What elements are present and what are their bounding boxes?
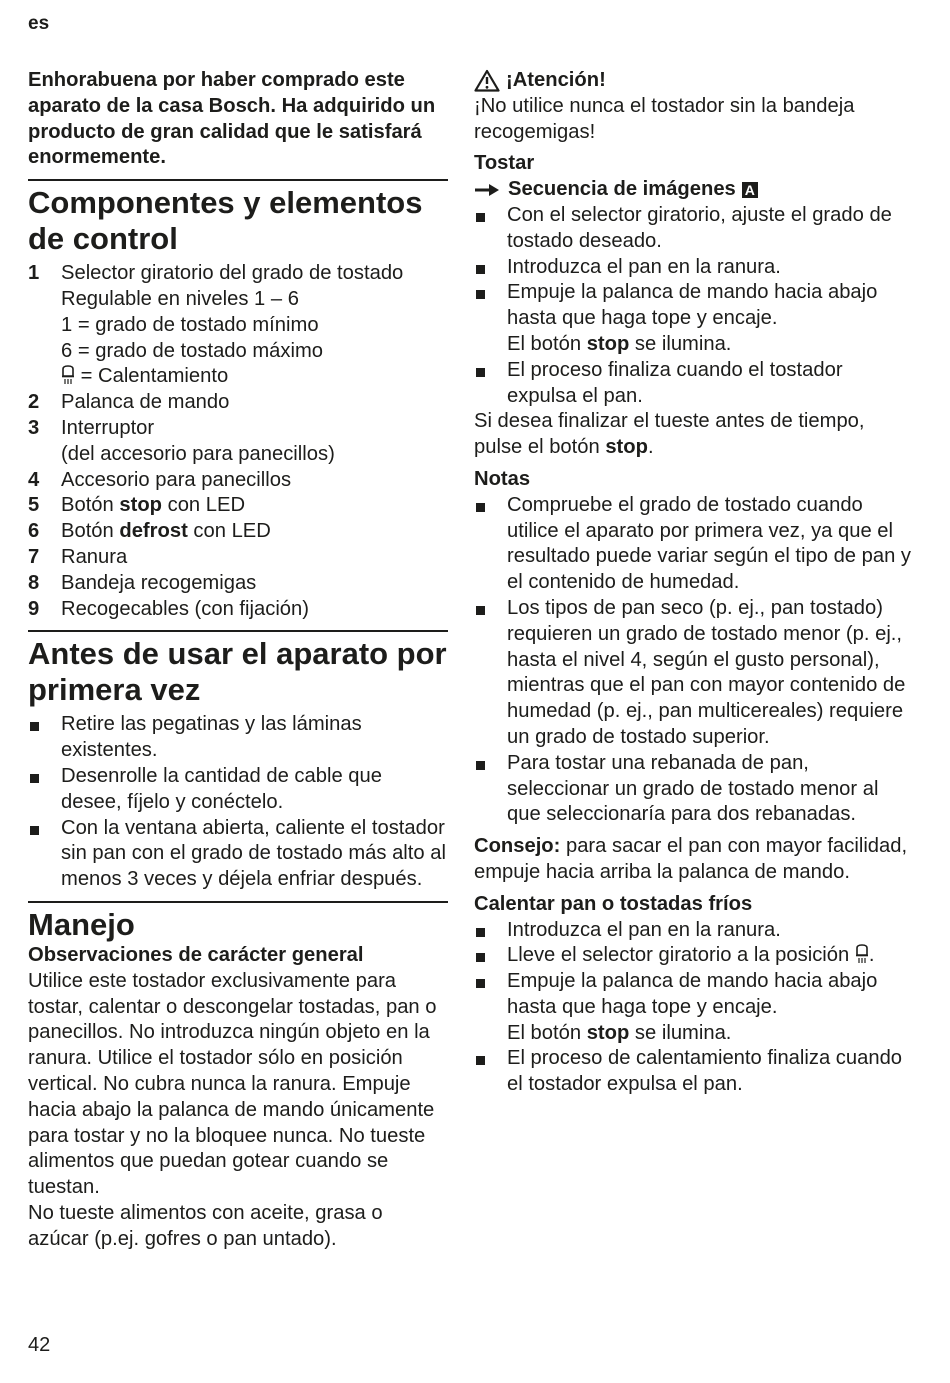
list-item: Desenrolle la cantidad de cable que desee, fíjelo y conéctelo.	[28, 764, 448, 816]
notes-heading: Notas	[474, 467, 531, 490]
list-item: Lleve el selector giratorio a la posición .	[474, 943, 914, 969]
components-list	[28, 261, 448, 622]
handling-paragraph-2: No tueste alimentos con aceite, grasa o azúcar (p.ej. gofres o pan untado).	[28, 1201, 383, 1250]
toast-steps-list	[474, 203, 914, 409]
warming-symbol-icon	[61, 365, 75, 385]
list-item: Empuje la palanca de mando hacia abajo hasta que haga tope y encaje. El botón stop se ilumina.	[474, 280, 914, 357]
warm-steps-list	[474, 918, 914, 1099]
list-item: Los tipos de pan seco (p. ej., pan tostado) requieren un grado de tostado menor (p. ej., hasta el nivel 4, según el gusto personal), mientras que el pan con mayor contenido de humedad (p. ej., pan multicereales) requiere un grado de tostado superior.	[474, 596, 914, 751]
list-item: Con la ventana abierta, caliente el tostador sin pan con el grado de tostado más alto al menos 3 veces y déjela enfriar después.	[28, 816, 448, 893]
before-use-list	[28, 712, 448, 893]
attention-text: ¡No utilice nunca el tostador sin la bandeja recogemigas!	[474, 94, 855, 143]
left-column	[28, 68, 448, 1252]
warming-symbol-icon	[855, 944, 869, 964]
list-item: Introduzca el pan en la ranura.	[474, 918, 914, 944]
before-use-heading: Antes de usar el aparato por primera vez	[28, 636, 447, 708]
list-item: Retire las pegatinas y las láminas existentes.	[28, 712, 448, 764]
toast-stop-note: Si desea finalizar el tueste antes de tiempo, pulse el botón stop.	[474, 410, 865, 459]
warm-heading: Calentar pan o tostadas fríos	[474, 892, 753, 915]
component-item-1: 1 Selector giratorio del grado de tostado Regulable en niveles 1 – 6 1 = grado de tostado mínimo 6 = grado de tostado máximo = Calentamiento	[28, 262, 404, 388]
arrow-right-icon	[474, 183, 500, 197]
right-column	[474, 68, 914, 1098]
list-item: Para tostar una rebanada de pan, seleccionar un grado de tostado menor al que seleccionaría para dos rebanadas.	[474, 751, 914, 828]
components-heading: Componentes y elementos de control	[28, 185, 423, 257]
language-code: es	[28, 13, 50, 34]
component-item-8: 8 Bandeja recogemigas	[28, 571, 257, 594]
component-item-3: 3 Interruptor (del accesorio para panecillos)	[28, 416, 335, 465]
attention-heading: ¡Atención!	[474, 68, 914, 94]
tip-text: Consejo: para sacar el pan con mayor facilidad, empuje hacia arriba la palanca de mando.	[474, 835, 908, 883]
component-item-9: 9 Recogecables (con fijación)	[28, 597, 309, 620]
page-number: 42	[28, 1334, 51, 1356]
list-item: Introduzca el pan en la ranura.	[474, 255, 914, 281]
list-item: El proceso de calentamiento finaliza cuando el tostador expulsa el pan.	[474, 1046, 914, 1098]
image-sequence-reference: Secuencia de imágenes A	[474, 177, 914, 203]
notes-list	[474, 493, 914, 828]
component-item-5: 5 Botón stop con LED	[28, 494, 246, 517]
list-item: Compruebe el grado de tostado cuando utilice el aparato por primera vez, ya que el resultado puede variar según el tipo de pan y el contenido de humedad.	[474, 493, 914, 596]
list-item: Con el selector giratorio, ajuste el grado de tostado deseado.	[474, 203, 914, 255]
warning-triangle-icon	[474, 69, 500, 92]
list-item: Empuje la palanca de mando hacia abajo hasta que haga tope y encaje. El botón stop se ilumina.	[474, 969, 914, 1046]
toast-heading: Tostar	[474, 152, 535, 175]
handling-paragraph-1: Utilice este tostador exclusivamente para tostar, calentar o descongelar tostadas, pan o panecillos. No introduzca ningún objeto en la ranura. Utilice el tostador sólo en posición vertical. No cubra nunca la ranura. Empuje hacia abajo la palanca de mando únicamente para tostar y no la bloquee nunca. No tueste alimentos que puedan gotear cuando se tuestan.	[28, 969, 437, 1199]
component-item-4: 4 Accesorio para panecillos	[28, 468, 292, 491]
component-item-7: 7 Ranura	[28, 545, 128, 568]
list-item: El proceso finaliza cuando el tostador expulsa el pan.	[474, 358, 914, 410]
intro-text: Enhorabuena por haber comprado este aparato de la casa Bosch. Ha adquirido un producto de gran calidad que le satisfará enormemente.	[28, 69, 436, 169]
component-item-6: 6 Botón defrost con LED	[28, 520, 271, 543]
general-notes-subheading: Observaciones de carácter general	[28, 943, 364, 966]
figure-label-box: A	[742, 182, 758, 198]
component-item-2: 2 Palanca de mando	[28, 391, 230, 414]
handling-heading: Manejo	[28, 906, 135, 942]
